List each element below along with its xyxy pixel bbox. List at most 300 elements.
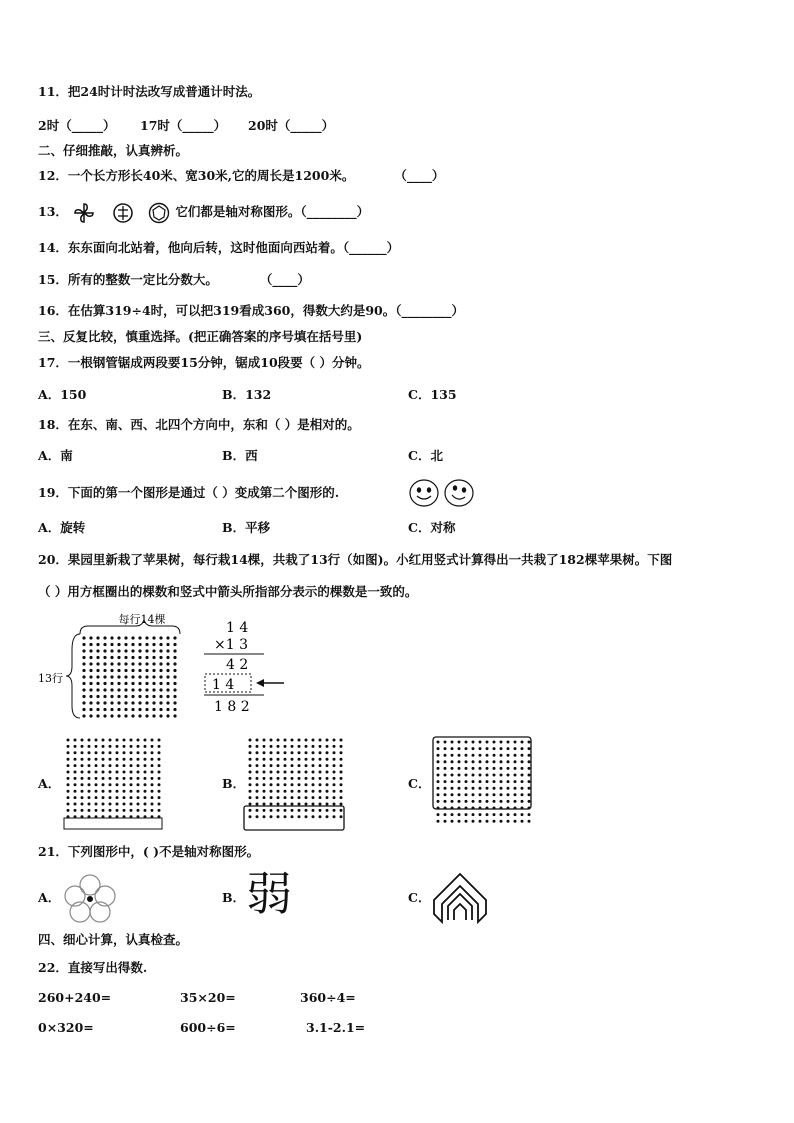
tree-dot [458,787,461,790]
tree-dot [256,745,259,748]
tree-dot [130,758,133,761]
tree-dot [137,751,140,754]
tree-dot [514,747,517,750]
tree-dot [144,783,147,786]
question-22: 22．直接写出得数. [38,960,148,975]
tree-dot [159,701,162,704]
tree-dot [138,649,141,652]
tree-dot [124,643,127,646]
tree-dot [151,783,154,786]
tree-dot [145,669,148,672]
tree-dot [500,754,503,757]
q18-option-c[interactable]: C．北 [408,448,443,463]
tree-dot [528,820,531,823]
q17-option-c[interactable]: C．135 [408,387,457,402]
q21-option-b-label[interactable]: B． [222,890,246,905]
svg-text:1 4: 1 4 [226,620,249,636]
tree-dot [159,695,162,698]
tree-dot [102,751,105,754]
tree-dot [312,739,315,742]
tree-dot [514,774,517,777]
tree-dot [124,662,127,665]
tree-dot [159,636,162,639]
tree-dot [486,767,489,770]
tree-dot [319,751,322,754]
tree-dot [521,813,524,816]
tree-dot [451,774,454,777]
tree-dot [110,701,113,704]
tree-dot [109,796,112,799]
tree-dot [130,809,133,812]
tree-dot [500,747,503,750]
tree-dot [256,777,259,780]
tree-dot [270,751,273,754]
q11-item-2: 17时（_____） [140,118,227,133]
tree-dot [110,688,113,691]
tree-dot [117,636,120,639]
tree-dot [298,751,301,754]
tree-dot [486,787,489,790]
tree-dot [138,695,141,698]
tree-dot [130,745,133,748]
tree-dot [263,790,266,793]
rows-label: 13行 [38,672,63,685]
tree-dot [89,662,92,665]
tree-dot [67,758,70,761]
tree-dot [152,675,155,678]
tree-dot [158,790,161,793]
tree-dot [152,688,155,691]
tree-dot [130,790,133,793]
tree-dot [340,764,343,767]
tree-dot [96,669,99,672]
tree-dot [96,649,99,652]
tree-dot [166,688,169,691]
tree-dot [103,714,106,717]
tree-dot [81,771,84,774]
tree-dot [96,682,99,685]
tree-dot [263,764,266,767]
tree-dot [333,777,336,780]
tree-dot [151,771,154,774]
tree-dot [333,745,336,748]
tree-dot [451,820,454,823]
tree-dot [88,796,91,799]
tree-dot [521,780,524,783]
tree-dot [117,662,120,665]
tree-dot [116,745,119,748]
q20-option-a-figure[interactable] [60,734,170,832]
tree-dot [95,796,98,799]
tree-dot [437,767,440,770]
tree-dot [277,764,280,767]
tree-dot [89,708,92,711]
q21-option-c-label[interactable]: C． [408,890,431,905]
tree-dot [137,764,140,767]
question-21: 21．下列图形中，( )不是轴对称图形。 [38,844,260,859]
question-number: 11． [38,84,68,99]
tree-dot [333,790,336,793]
tree-dot [465,813,468,816]
tree-dot [102,777,105,780]
tree-dot [312,803,315,806]
tree-dot [493,800,496,803]
tree-dot [340,739,343,742]
tree-dot [458,754,461,757]
tree-dot [493,760,496,763]
tree-dot [326,815,329,818]
tree-dot [173,675,176,678]
tree-dot [326,758,329,761]
tree-dot [102,809,105,812]
tree-dot [284,751,287,754]
tree-dot [437,760,440,763]
tree-dot [138,662,141,665]
tree-dot [117,701,120,704]
tree-dot [89,649,92,652]
tree-dot [103,643,106,646]
tree-dot [82,649,85,652]
tree-dot [319,758,322,761]
tree-dot [465,767,468,770]
tree-dot [486,820,489,823]
tree-dot [465,741,468,744]
tree-dot [437,747,440,750]
tree-dot [263,739,266,742]
tree-dot [486,800,489,803]
tree-dot [263,803,266,806]
tree-dot [103,688,106,691]
tree-dot [493,767,496,770]
tree-dot [152,695,155,698]
tree-dot [137,739,140,742]
q20-option-c-figure[interactable] [430,734,540,832]
tree-dot [319,777,322,780]
tree-dot [507,747,510,750]
tree-dot [270,809,273,812]
tree-dot [291,739,294,742]
tree-dot [89,682,92,685]
tree-dot [116,796,119,799]
tree-dot [144,796,147,799]
tree-dot [138,643,141,646]
tree-dot [130,764,133,767]
tree-dot [151,790,154,793]
tree-dot [451,813,454,816]
tree-dot [521,787,524,790]
tree-dot [305,745,308,748]
tree-dot [291,745,294,748]
tree-dot [493,820,496,823]
tree-dot [116,790,119,793]
tree-dot [437,787,440,790]
flower-circles-icon[interactable] [62,872,118,924]
tree-dot [88,758,91,761]
tree-dot [256,771,259,774]
tree-dot [528,747,531,750]
tree-dot [486,754,489,757]
tree-dot [116,751,119,754]
tree-dot [472,754,475,757]
tree-dot [67,764,70,767]
tree-dot [131,708,134,711]
tree-dot [479,813,482,816]
calc-item: 260+240= [38,990,112,1005]
tree-dot [319,803,322,806]
tree-dot [89,656,92,659]
tree-dot [131,649,134,652]
tree-dot [326,739,329,742]
tree-dot [305,764,308,767]
tree-dot [124,701,127,704]
tree-dot [159,682,162,685]
tree-dot [138,688,141,691]
tree-dot [451,754,454,757]
tree-dot [137,790,140,793]
tree-dot [270,739,273,742]
tree-dot [159,675,162,678]
tree-dot [249,758,252,761]
tree-dot [81,745,84,748]
tree-dot [81,758,84,761]
q17-option-a[interactable]: A．150 [38,387,87,402]
tree-dot [82,695,85,698]
tree-dot [319,771,322,774]
tree-dot [117,682,120,685]
q21-option-a-label[interactable]: A． [38,890,61,905]
tree-dot [277,739,280,742]
tree-dot [152,682,155,685]
tree-dot [319,764,322,767]
character-ruo[interactable]: 弱 [246,867,292,921]
tree-dot [305,777,308,780]
tree-dot [124,688,127,691]
tree-dot [444,787,447,790]
tree-dot [263,796,266,799]
tree-dot [451,800,454,803]
section-4-heading: 四、细心计算，认真检查。 [38,932,189,947]
tree-dot [95,745,98,748]
tree-dot [131,636,134,639]
tree-dot [528,793,531,796]
tree-dot [465,780,468,783]
tree-dot [270,758,273,761]
tree-dot [74,751,77,754]
tree-dot [145,695,148,698]
tree-dot [298,796,301,799]
tree-dot [151,803,154,806]
tree-dot [152,656,155,659]
tree-dot [256,809,259,812]
tree-dot [451,787,454,790]
tree-dot [270,783,273,786]
tree-dot [138,656,141,659]
tree-dot [305,790,308,793]
tree-dot [472,800,475,803]
tree-dot [256,803,259,806]
tree-dot [124,714,127,717]
svg-text:1 8 2: 1 8 2 [214,699,250,715]
tree-dot [500,787,503,790]
tree-dot [110,643,113,646]
tree-dot [340,790,343,793]
tree-dot [123,745,126,748]
tree-dot [312,777,315,780]
smiley-face-tilted-icon [445,480,473,506]
smiley-face-icon [410,480,438,506]
tree-dot [74,745,77,748]
tree-dot [82,688,85,691]
tree-dot [291,771,294,774]
tree-dot [166,695,169,698]
q19-option-a[interactable]: A．旋转 [38,520,86,535]
tree-dot [458,793,461,796]
tree-dot [326,783,329,786]
tree-dot [437,741,440,744]
tree-dot [277,809,280,812]
tree-dot [158,803,161,806]
tree-dot [486,774,489,777]
calc-item: 0×320= [38,1020,94,1035]
tree-dot [159,714,162,717]
main-dot-grid [82,636,176,717]
q19-option-c[interactable]: C．对称 [408,520,456,535]
q18-option-b[interactable]: B．西 [222,448,258,463]
tree-dot [131,656,134,659]
tree-dot [319,815,322,818]
tree-dot [173,688,176,691]
tree-dot [249,764,252,767]
svg-text:4 2: 4 2 [226,657,249,673]
tree-dot [137,758,140,761]
tree-dot [312,790,315,793]
tree-dot [493,774,496,777]
tree-dot [123,783,126,786]
tree-dot [284,783,287,786]
tree-dot [340,751,343,754]
tree-dot [152,662,155,665]
question-14: 14．东东面向北站着，他向后转，这时他面向西站着。（______） [38,240,400,255]
tree-dot [444,813,447,816]
tree-dot [458,760,461,763]
tree-dot [158,796,161,799]
tree-dot [82,682,85,685]
calc-item: 600÷6= [180,1020,236,1035]
tree-dot [102,783,105,786]
q20-option-a-label[interactable]: A． [38,776,61,791]
tree-dot [89,701,92,704]
tree-dot [486,780,489,783]
q20-option-b-figure[interactable] [242,734,352,832]
tree-dot [319,796,322,799]
tree-dot [514,787,517,790]
tree-dot [131,669,134,672]
tree-dot [521,800,524,803]
tree-dot [270,803,273,806]
q20-option-b-label[interactable]: B． [222,776,246,791]
tree-dot [472,787,475,790]
tree-dot [312,751,315,754]
tree-dot [109,739,112,742]
tree-dot [291,796,294,799]
tree-dot [493,793,496,796]
tree-dot [444,820,447,823]
tree-dot [298,809,301,812]
tree-dot [96,636,99,639]
tree-dot [103,682,106,685]
tree-dot [249,751,252,754]
tree-dot [298,771,301,774]
q20-option-c-label[interactable]: C． [408,776,431,791]
tree-dot [437,813,440,816]
tree-dot [458,820,461,823]
tree-dot [117,714,120,717]
tree-dot [81,739,84,742]
tree-dot [67,745,70,748]
tree-dot [326,777,329,780]
tree-dot [479,820,482,823]
q17-option-b[interactable]: B．132 [222,387,272,402]
tree-dot [123,796,126,799]
tree-dot [263,771,266,774]
tree-dot [67,771,70,774]
tree-dot [131,695,134,698]
tree-dot [144,764,147,767]
tree-dot [145,662,148,665]
tree-dot [95,764,98,767]
tree-dot [110,669,113,672]
tree-dot [284,758,287,761]
tree-dot [95,783,98,786]
tree-dot [158,751,161,754]
tree-dot [166,708,169,711]
tree-dot [465,820,468,823]
tree-dot [451,760,454,763]
tree-dot [284,796,287,799]
tree-dot [507,800,510,803]
tree-dot [277,783,280,786]
house-logo-icon[interactable] [430,870,490,926]
tree-dot [131,688,134,691]
tree-dot [96,695,99,698]
tree-dot [103,701,106,704]
q19-option-b[interactable]: B．平移 [222,520,271,535]
tree-dot [138,675,141,678]
tree-dot [277,796,280,799]
tree-dot [123,803,126,806]
tree-dot [110,636,113,639]
tree-dot [507,741,510,744]
arrow-left-icon [256,679,284,687]
tree-dot [298,815,301,818]
tree-dot [451,747,454,750]
tree-dot [173,643,176,646]
tree-dot [102,796,105,799]
tree-dot [82,643,85,646]
tree-dot [96,675,99,678]
tree-dot [437,800,440,803]
tree-dot [458,780,461,783]
tree-dot [249,815,252,818]
tree-dot [103,636,106,639]
tree-dot [291,803,294,806]
tree-dot [131,682,134,685]
tree-dot [514,813,517,816]
q18-option-a[interactable]: A．南 [38,448,73,463]
tree-dot [521,820,524,823]
tree-dot [465,754,468,757]
tree-dot [131,714,134,717]
